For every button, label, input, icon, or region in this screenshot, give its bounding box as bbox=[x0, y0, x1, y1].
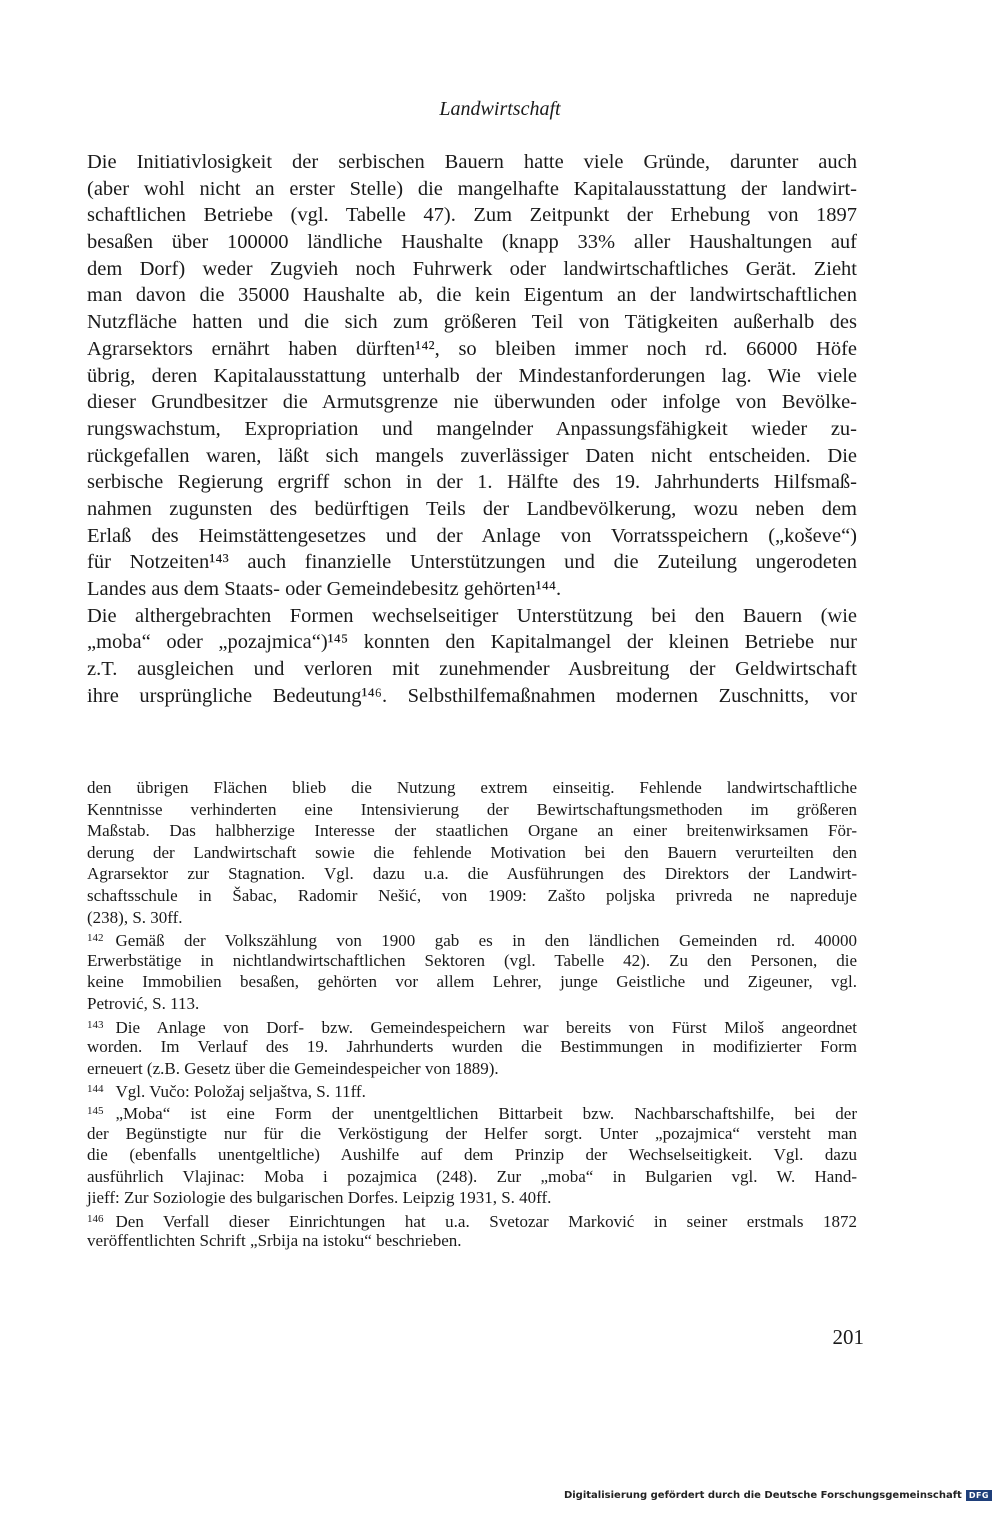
footnote-number: 143 bbox=[87, 1018, 104, 1031]
footnote-142 bbox=[87, 928, 857, 1014]
text-line: Die Initiativlosigkeit der serbischen Bauern hatte viele Gründe, darunter auch bbox=[87, 151, 857, 173]
footnote-number: 144 bbox=[87, 1083, 104, 1096]
footnote-144 bbox=[87, 1079, 857, 1101]
text-line: Agrarsektors ernährt haben dürften¹⁴², so bleiben immer noch rd. 66000 Höfe bbox=[87, 337, 857, 360]
footnote-line: worden. Im Verlauf des 19. Jahrhunderts wurden die Bestimmungen in modifizierter Form bbox=[87, 1037, 857, 1057]
footnote-line: (238), S. 30ff. bbox=[87, 907, 183, 927]
footnote-line: Petrović, S. 113. bbox=[87, 993, 200, 1013]
footnote-line: erneuert (z.B. Gesetz über die Gemeindespeicher von 1889). bbox=[87, 1058, 499, 1078]
footnote-145 bbox=[87, 1101, 857, 1209]
footnote-146 bbox=[87, 1209, 857, 1252]
text-line: rungswachstum, Expropriation und mangelnder Anpassungsfähigkeit wieder zu- bbox=[87, 417, 857, 440]
footnote-line: den übrigen Flächen blieb die Nutzung extrem einseitig. Fehlende landwirtschaftliche bbox=[87, 778, 857, 797]
footnote-143 bbox=[87, 1015, 857, 1080]
text-line: Die althergebrachten Formen wechselseitiger Unterstützung bei den Bauern (wie bbox=[87, 604, 857, 627]
text-line: rückgefallen waren, läßt sich mangels zuverlässiger Daten nicht entscheiden. Die bbox=[87, 444, 857, 467]
footnote-line: Den Verfall dieser Einrichtungen hat u.a. Svetozar Marković in seiner erstmals 1872 bbox=[115, 1211, 857, 1231]
running-head: Landwirtschaft bbox=[439, 98, 561, 120]
footnote-line: Die Anlage von Dorf- bzw. Gemeindespeichern war bereits von Fürst Miloš angeordnet bbox=[115, 1017, 857, 1037]
text-line: (aber wohl nicht an erster Stelle) die mangelhafte Kapitalausstattung der landwirt- bbox=[87, 177, 857, 200]
footnote-line: Vgl. Vučo: Položaj seljaštva, S. 11ff. bbox=[115, 1082, 366, 1102]
footnote-line: schaftsschule in Šabac, Radomir Nešić, von 1909: Zašto poljska privreda ne napreduje bbox=[87, 885, 857, 905]
dfg-logo: DFG bbox=[966, 1490, 992, 1501]
footnote-line: jieff: Zur Soziologie des bulgarischen Dorfes. Leipzig 1931, S. 40ff. bbox=[87, 1188, 552, 1208]
text-line: z.T. ausgleichen und verloren mit zunehmender Ausbreitung der Geldwirtschaft bbox=[87, 658, 857, 681]
footnote-line: Erwerbstätige in nichtlandwirtschaftlichen Sektoren (vgl. Tabelle 42). Zu den Personen, die bbox=[87, 950, 857, 970]
footnote-line: Maßstab. Das halbherzige Interesse der staatlichen Organe an einer breitenwirksamen För- bbox=[87, 821, 857, 841]
main-text bbox=[87, 149, 857, 709]
footnote-line: Agrarsektor zur Stagnation. Vgl. dazu u.a. die Ausführungen des Direktors der Landwirt- bbox=[87, 864, 857, 884]
text-line: für Notzeiten¹⁴³ auch finanzielle Unterstützungen und die Zuteilung ungerodeten bbox=[87, 551, 857, 574]
footnote-line: derung der Landwirtschaft sowie die fehlende Motivation bei den Bauern verurteilten den bbox=[87, 842, 857, 862]
text-line: Nutzfläche hatten und die sich zum größeren Teil von Tätigkeiten außerhalb des bbox=[87, 311, 857, 334]
footnote-line: Kenntnisse verhinderten eine Intensivierung der Bewirtschaftungsmethoden im größeren bbox=[87, 799, 857, 819]
text-line: ihre ursprüngliche Bedeutung¹⁴⁶. Selbsthilfemaßnahmen modernen Zuschnitts, vor bbox=[87, 684, 857, 707]
text-line: „moba“ oder „pozajmica“)¹⁴⁵ konnten den Kapitalmangel der kleinen Betriebe nur bbox=[87, 631, 857, 654]
text-line: Landes aus dem Staats- oder Gemeindebesitz gehörten¹⁴⁴. bbox=[87, 578, 562, 600]
page-number: 201 bbox=[832, 1325, 864, 1349]
footnote-continuation bbox=[87, 777, 857, 928]
text-line: übrig, deren Kapitalausstattung unterhalb der Mindestanforderungen lag. Wie viele bbox=[87, 364, 857, 387]
digitization-notice-text: Digitalisierung gefördert durch die Deutsche Forschungsgemeinschaft bbox=[563, 1490, 962, 1501]
footnote-number: 146 bbox=[87, 1212, 104, 1225]
footnote-line: „Moba“ ist eine Form der unentgeltlichen Bittarbeit bzw. Nachbarschaftshilfe, bei der bbox=[115, 1103, 857, 1123]
footnote-line: keine Immobilien besaßen, gehörten vor allem Lehrer, junge Geistliche und Zigeuner, vgl. bbox=[87, 972, 857, 992]
text-line: serbische Regierung ergriff schon in der 1. Hälfte des 19. Jahrhunderts Hilfsmaß- bbox=[87, 471, 857, 494]
text-line: nahmen zugunsten des bedürftigen Teils der Landbevölkerung, wozu neben dem bbox=[87, 497, 857, 520]
text-line: schaftlichen Betriebe (vgl. Tabelle 47). Zum Zeitpunkt der Erhebung von 1897 bbox=[87, 204, 857, 227]
footnote-line: der Begünstigte nur für die Verköstigung der Helfer sorgt. Unter „pozajmica“ versteht man bbox=[87, 1123, 857, 1143]
text-line: man davon die 35000 Haushalte ab, die kein Eigentum an der landwirtschaftlichen bbox=[87, 284, 857, 307]
digitization-notice bbox=[564, 1490, 992, 1501]
footnote-number: 145 bbox=[87, 1104, 104, 1117]
footnotes bbox=[87, 777, 857, 1252]
footnote-line: veröffentlichten Schrift „Srbija na istoku“ beschrieben. bbox=[87, 1231, 462, 1251]
footnote-line: ausführlich Vlajinac: Moba i pozajmica (248). Zur „moba“ in Bulgarien vgl. W. Hand- bbox=[87, 1166, 857, 1186]
footnote-line: Gemäß der Volkszählung von 1900 gab es in den ländlichen Gemeinden rd. 40000 bbox=[115, 931, 857, 951]
text-line: Erlaß des Heimstättengesetzes und der Anlage von Vorratsspeichern („koševe“) bbox=[87, 524, 857, 547]
text-line: dieser Grundbesitzer die Armutsgrenze nie überwunden oder infolge von Bevölke- bbox=[87, 391, 857, 414]
footnote-line: die (ebenfalls unentgeltliche) Aushilfe auf dem Prinzip der Wechselseitigkeit. Vgl. dazu bbox=[87, 1145, 857, 1165]
text-line: besaßen über 100000 ländliche Haushalte (knapp 33% aller Haushaltungen auf bbox=[87, 231, 857, 254]
text-line: dem Dorf) weder Zugvieh noch Fuhrwerk oder landwirtschaftliches Gerät. Zieht bbox=[87, 257, 857, 280]
footnote-number: 142 bbox=[87, 932, 104, 945]
